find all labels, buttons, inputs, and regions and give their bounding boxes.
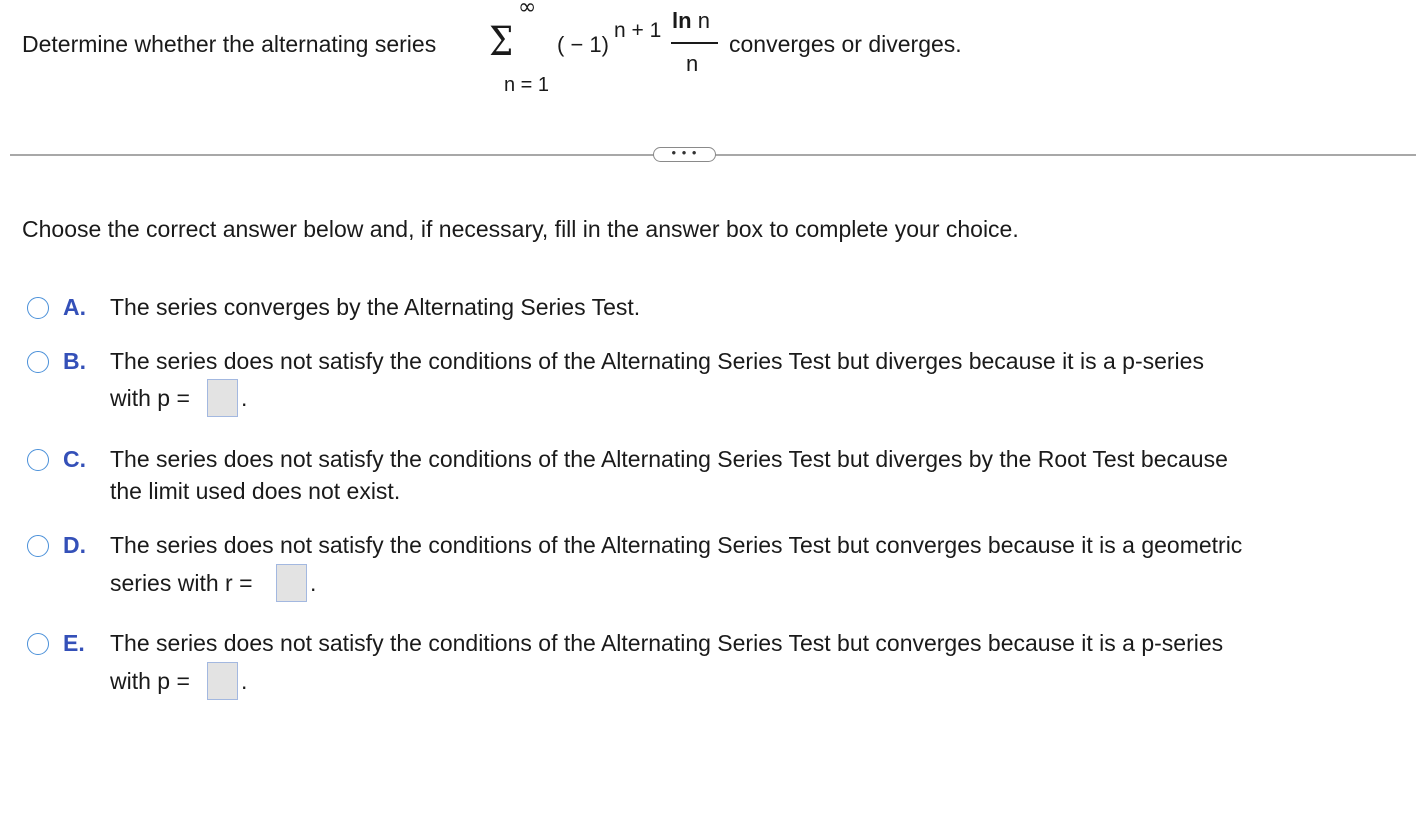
expand-more-button[interactable]: • • • (653, 147, 716, 162)
radio-button-a[interactable] (27, 297, 49, 319)
choice-text: The series does not satisfy the conditions of the Alternating Series Test but converges because it is a geometric (110, 532, 1243, 558)
choice-text-line-2: series with r = (110, 570, 253, 596)
radio-button-b[interactable] (27, 351, 49, 373)
answer-period: . (241, 385, 248, 411)
sum-lower-limit: n = 1 (504, 74, 550, 96)
answer-period: . (310, 570, 317, 596)
series-exponent: n + 1 (614, 19, 662, 42)
radio-button-d[interactable] (27, 535, 49, 557)
answer-box-p[interactable] (207, 662, 238, 700)
fraction-bar (671, 42, 718, 44)
fraction-numerator (672, 10, 710, 32)
choice-letter: B. (63, 348, 86, 374)
instructions-text: Choose the correct answer below and, if necessary, fill in the answer box to complete your choice. (22, 216, 1019, 242)
choice-text: The series does not satisfy the conditions of the Alternating Series Test but diverges because it is a p-series (110, 348, 1204, 374)
question-suffix: converges or diverges. (729, 31, 962, 57)
choice-text-line-2: with p = (110, 385, 190, 411)
choice-text: The series does not satisfy the conditions of the Alternating Series Test but diverges by the Root Test because (110, 446, 1228, 472)
choice-letter: C. (63, 446, 86, 472)
choice-letter: A. (63, 294, 86, 320)
series-base: ( − 1) (557, 32, 609, 57)
answer-box-p[interactable] (207, 379, 238, 417)
question-prefix: Determine whether the alternating series (22, 31, 437, 57)
radio-button-c[interactable] (27, 449, 49, 471)
ln-function: ln (672, 8, 692, 33)
question-prompt (0, 0, 1416, 110)
summation-symbol: Σ (489, 19, 514, 65)
choice-text: The series does not satisfy the conditions of the Alternating Series Test but converges because it is a p-series (110, 630, 1224, 656)
answer-period: . (241, 668, 248, 694)
answer-box-r[interactable] (276, 564, 307, 602)
choice-text: The series converges by the Alternating Series Test. (110, 294, 641, 320)
sum-upper-limit: ∞ (518, 0, 537, 20)
numerator-variable: n (697, 8, 710, 33)
radio-button-e[interactable] (27, 633, 49, 655)
fraction-denominator: n (686, 51, 699, 76)
choice-letter: E. (63, 630, 85, 656)
choice-text-line-2: with p = (110, 668, 190, 694)
choice-text-line-2: the limit used does not exist. (110, 478, 401, 504)
choice-letter: D. (63, 532, 86, 558)
